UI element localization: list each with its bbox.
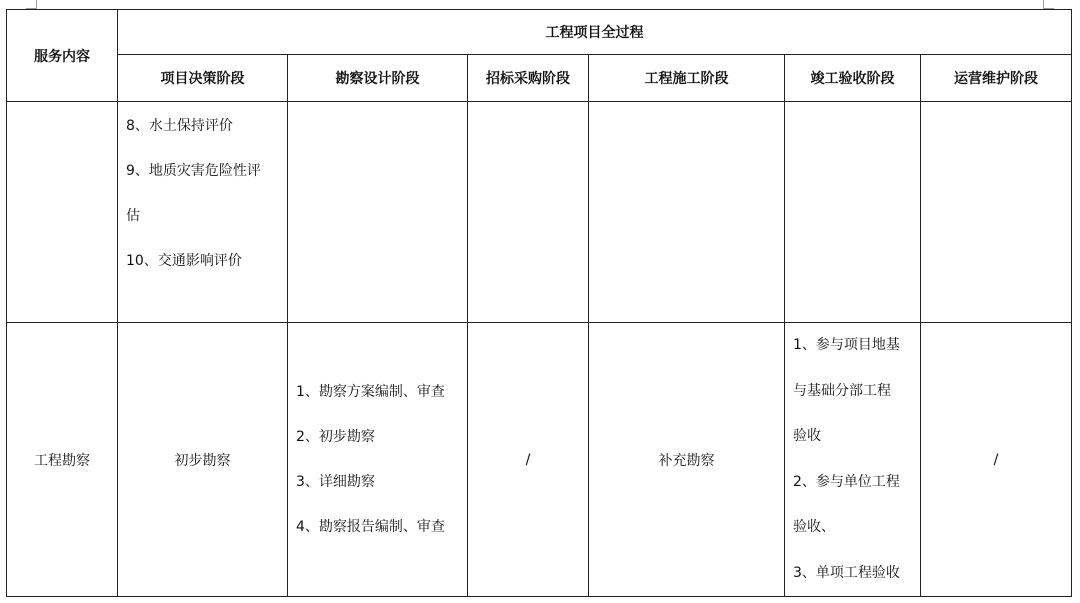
service-cell: 工程勘察 [7,323,118,597]
design-line: 3、详细勘察 [296,473,375,490]
bidding-cell: / [468,323,589,597]
stage-header-bidding: 招标采购阶段 [468,55,589,102]
acceptance-cell-empty [785,102,921,323]
service-content-table [6,9,1072,597]
acceptance-cell [785,323,921,597]
design-cell [288,323,468,597]
page-corner-mark-left [26,0,37,9]
table-row [7,102,1072,323]
decision-cell [118,102,288,323]
acceptance-line: 2、参与单位工程 [793,473,900,490]
construction-cell-empty [589,102,785,323]
header-row-1 [7,10,1072,55]
decision-line: 9、地质灾害危险性评 [126,163,261,179]
acceptance-line: 验收、 [793,519,835,535]
acceptance-line: 3、单项工程验收 [793,564,900,581]
design-line: 1、勘察方案编制、审查 [296,383,445,400]
header-row-2 [7,55,1072,102]
page-corner-mark-right [1043,0,1054,9]
acceptance-line: 验收 [793,428,821,444]
operation-cell: / [921,323,1072,597]
decision-line: 8、水土保持评价 [126,118,233,134]
construction-cell: 补充勘察 [589,323,785,597]
table-row [7,323,1072,597]
stage-header-acceptance: 竣工验收阶段 [785,55,921,102]
stage-header-construction: 工程施工阶段 [589,55,785,102]
operation-cell-empty [921,102,1072,323]
service-cell-empty [7,102,118,323]
decision-line: 估 [126,208,140,224]
bidding-cell-empty [468,102,589,323]
design-cell-empty [288,102,468,323]
design-line: 2、初步勘察 [296,428,375,445]
whole-process-header: 工程项目全过程 [118,10,1072,55]
stage-header-design: 勘察设计阶段 [288,55,468,102]
decision-cell: 初步勘察 [118,323,288,597]
acceptance-line: 1、参与项目地基 [793,337,900,353]
stage-header-decision: 项目决策阶段 [118,55,288,102]
acceptance-line: 与基础分部工程 [793,382,891,399]
decision-line: 10、交通影响评价 [126,253,242,269]
design-line: 4、勘察报告编制、审查 [296,518,445,535]
service-content-header: 服务内容 [7,10,118,102]
stage-header-operation: 运营维护阶段 [921,55,1072,102]
